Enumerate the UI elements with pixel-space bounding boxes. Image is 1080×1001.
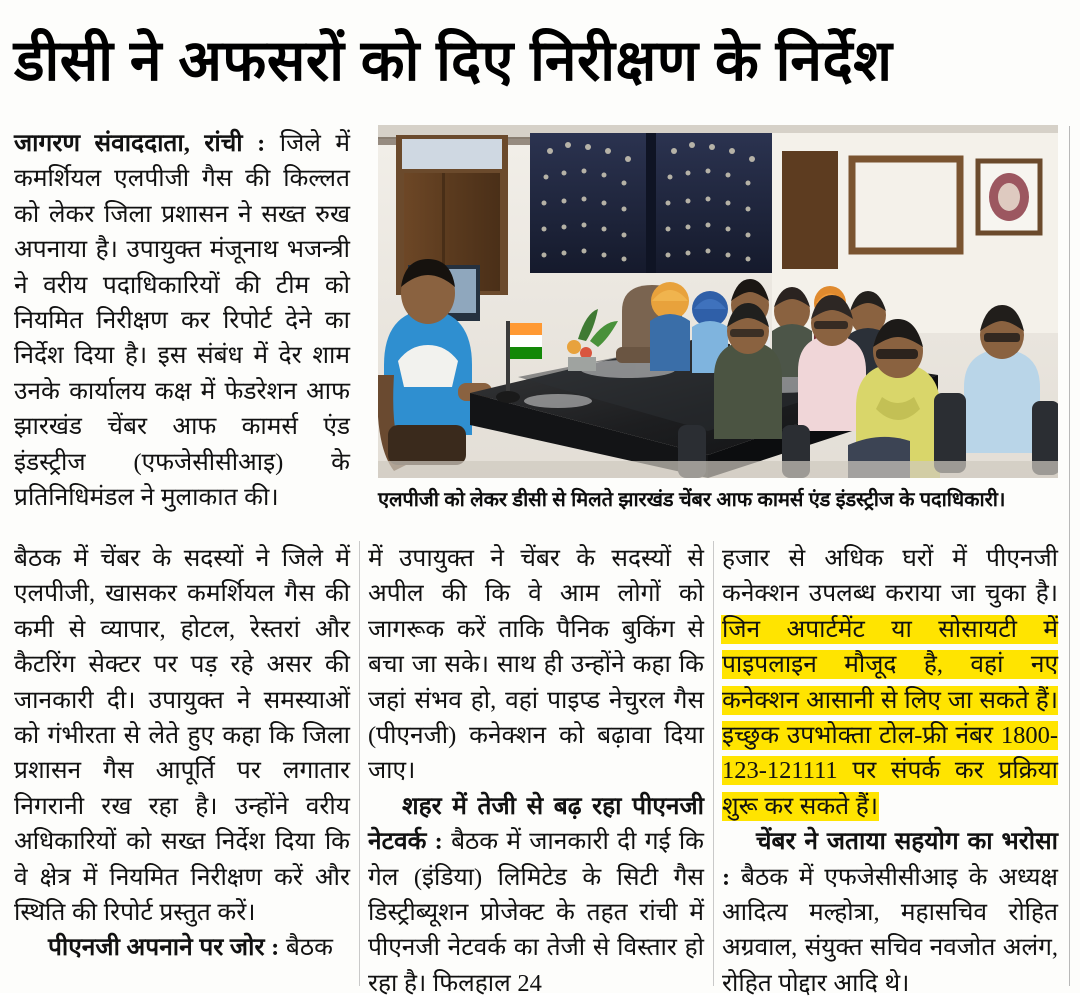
meeting-room-illustration (378, 125, 1058, 478)
column-1 (14, 126, 350, 986)
column-2-bottom-block (368, 541, 704, 1001)
article-photo (378, 125, 1058, 478)
column-divider-2 (713, 541, 714, 986)
column-3-bottom-block (722, 541, 1058, 1001)
column-1-paragraph-2-text: बैठक में चेंबर के सदस्यों ने जिले में एलपीजी, खासकर कमर्शियल गैस की कमी से व्यापार, होटल, रेस्तरां और कैटरिंग सेक्टर पर पड़ रहे असर की जानकारी दी। उपायुक्त ने समस्याओं को गंभीरता से लेते हुए कहा कि जिला प्रशासन गैस आपूर्ति पर लगातार निगरानी रख रहा है। उन्होंने वरीय अधिकारियों को सख्त निर्देश दिया कि वे क्षेत्र में नियमित निरीक्षण करें और स्थिति की रिपोर्ट प्रस्तुत करें। (14, 545, 350, 927)
page-edge-rule (1069, 126, 1070, 986)
subhead-png-adoption: पीएनजी अपनाने पर जोर : (48, 934, 280, 962)
column-2-paragraph-1 (368, 541, 704, 789)
column-1-paragraph-2 (14, 541, 350, 930)
column-divider-1 (359, 541, 360, 986)
photo-caption: एलपीजी को लेकर डीसी से मिलते झारखंड चेंबर आफ कामर्स एंड इंडस्ट्रीज के पदाधिकारी। (378, 489, 1006, 511)
column-2-paragraph-1-text: में उपायुक्त ने चेंबर के सदस्यों से अपील की कि वे आम लोगों को जागरूक करें ताकि पैनिक बुकिंग से बचा जा सके। साथ ही उन्होंने कहा कि जहां संभव हो, वहां पाइप्ड नेचुरल गैस (पीएनजी) कनेक्शन को बढ़ावा दिया जाए। (368, 545, 704, 785)
lead-paragraph (14, 126, 350, 515)
subhead-3-paragraph (722, 824, 1058, 1001)
subhead-2-paragraph (368, 789, 704, 1001)
byline: जागरण संवाददाता, रांची : (14, 130, 266, 157)
column-3-paragraph-1 (722, 541, 1058, 824)
subhead-3-body: बैठक में एफजेसीसीआइ के अध्यक्ष आदित्य मल्होत्रा, महासचिव रोहित अग्रवाल, संयुक्त सचिव नवजोत अलंग, रोहित पोद्दार आदि थे। (722, 863, 1059, 997)
page-title: डीसी ने अफसरों को दिए निरीक्षण के निर्देश (14, 29, 893, 93)
lead-paragraph-text: जिले में कमर्शियल एलपीजी गैस की किल्लत को लेकर जिला प्रशासन ने सख्त रुख अपनाया है। उपायुक्त मंजूनाथ भजन्त्री ने वरीय पदाधिकारियों की टीम को नियमित निरीक्षण कर रिपोर्ट देने का निर्देश दिया है। इस संबंध में देर शाम उनके कार्यालय कक्ष में फेडरेशन आफ झारखंड चेंबर आफ कामर्स एंड इंडस्ट्रीज (एफजेसीसीआइ) के प्रतिनिधिमंडल ने मुलाकात की। (14, 130, 350, 512)
subhead-png-network: शहर में तेजी से बढ़ रहा पीएनजी नेटवर्क : (368, 792, 704, 856)
subhead-2-body: बैठक में जानकारी दी गई कि गेल (इंडिया) लिमिटेड के सिटी गैस डिस्ट्रीब्यूशन प्रोजेक्ट के तहत रांची में पीएनजी नेटवर्क का तेजी से विस्तार हो रहा है। फिलहाल 24 (368, 828, 705, 997)
subhead-1-paragraph (14, 930, 350, 965)
highlighted-passage: जिन अपार्टमेंट या सोसायटी में पाइपलाइन मौजूद है, वहां नए कनेक्शन आसानी से लिए जा सकते हैं। इच्छुक उपभोक्ता टोल-फ्री नंबर 1800-123-121111 पर संपर्क कर प्रक्रिया शुरू कर सकते हैं। (722, 615, 1058, 820)
column-3-paragraph-1-text: हजार से अधिक घरों में पीएनजी कनेक्शन उपलब्ध कराया जा चुका है। (722, 545, 1058, 608)
column-1-bottom-block (14, 541, 350, 966)
subhead-1-tail: बैठक (285, 934, 333, 962)
subhead-chamber-support: चेंबर ने जताया सहयोग का भरोसा : (722, 828, 1058, 891)
photo-canvas (378, 125, 1058, 478)
column-1-top-block (14, 126, 350, 515)
